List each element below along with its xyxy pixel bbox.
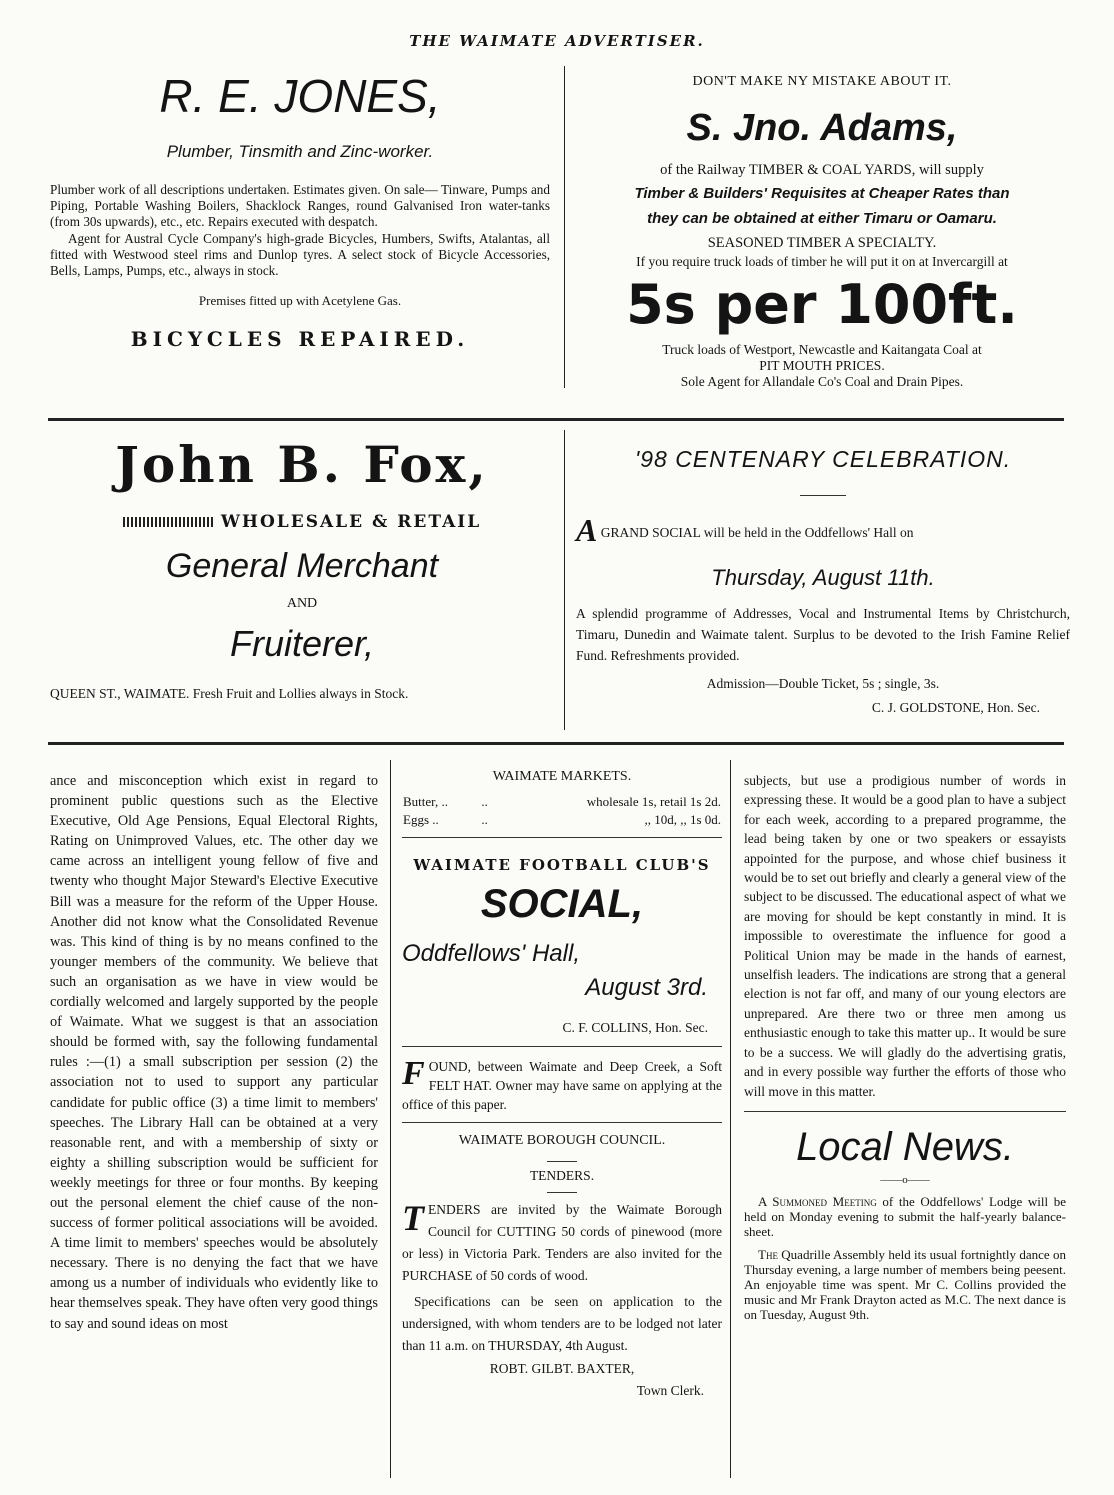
council-dropcap: T xyxy=(402,1198,424,1238)
adams-price: 5s per 100ft. xyxy=(626,273,1018,336)
jones-bicycles-repaired: BICYCLES REPAIRED. xyxy=(130,327,470,352)
found-notice xyxy=(402,1057,722,1114)
markets-item: Butter, .. xyxy=(403,794,448,809)
rule xyxy=(402,837,722,838)
jones-premises: Premises fitted up with Acetylene Gas. xyxy=(198,293,402,309)
markets-detail: wholesale 1s, retail 1s 2d. xyxy=(586,794,721,809)
article-column-1: ance and misconception which exist in regard to prominent public questions such as the Elective Executive, Old Age Pensions, Equal Electoral Rights, Rating on Unimproved Values, etc. The other day we came across an intelligent young fellow of five and twenty who thought Major Steward's Elective Executive Bill was a measure for the reform of the Upper House. Another did not know what the Consolidated Revenue was. This kind of thing is by no means confined to the younger members of the community. We believe that such an organisation as we have in view would be cordially welcomed and largely supported by the people of Waimate. What we suggest is that an association should be formed with, say the following fundamental rules :—(1) a small subscription per session (2) the association not to used to support any particular candidate for public office (3) a time limit to members' speeches. The Library Hall can be obtained at a very reasonable rent, and with a membership of sixty or eighty a shilling subscription would be sufficient for weekly meetings for three or four months. By keeping out the personal element the chief cause of the non-success of former political associations will be avoided. A time limit to members' speeches would be absolutely necessary. There is no denying the fact that we have among us a number of individuals who evidently like to hear themselves speak. They have often very good things to say and sound ideas on most xyxy=(50,773,378,1332)
centenary-intro: GRAND SOCIAL will be held in the Oddfellows' Hall on xyxy=(600,525,914,540)
centenary-secretary: C. J. GOLDSTONE, Hon. Sec. xyxy=(871,700,1040,715)
jones-paragraph-1: Plumber work of all descriptions undertaken. Estimates given. On sale— Tinware, Pumps and Piping, Portable Washing Boilers, Shacklock Ranges, round Galvanised Iron water-tanks (from 30s upwards), etc., etc. Repairs executed with despatch. xyxy=(50,182,550,230)
adams-line-3: they can be obtained at either Timaru or Oamaru. xyxy=(647,210,997,227)
local-item-1-text: of the Oddfellows' Lodge will be held on Monday evening to submit the half-yearly balance-sheet. xyxy=(744,1193,1066,1239)
local-news-item-1 xyxy=(744,1194,1066,1239)
adams-truck: If you require truck loads of timber he will put it on at Invercargill at xyxy=(636,254,1008,269)
column-divider-middle xyxy=(564,430,565,730)
local-item-2-lead: The xyxy=(758,1246,778,1262)
adams-coal: Truck loads of Westport, Newcastle and Kaitangata Coal at xyxy=(662,342,982,357)
centenary-admission: Admission—Double Ticket, 5s ; single, 3s. xyxy=(706,676,940,691)
markets-dots: .. xyxy=(481,812,488,827)
middle-column xyxy=(402,769,722,1399)
rule xyxy=(744,1111,1066,1112)
centenary-date: Thursday, August 11th. xyxy=(711,565,935,590)
jones-trade: Plumber, Tinsmith and Zinc-worker. xyxy=(166,142,434,161)
markets-table xyxy=(402,793,722,829)
council-rule-2 xyxy=(547,1192,577,1193)
column-divider-lower-2 xyxy=(730,760,731,1478)
markets-title: WAIMATE MARKETS. xyxy=(492,769,632,784)
council-spec: Specifications can be seen on application to the undersigned, with whom tenders are to be lodged not later than 11 a.m. on THURSDAY, 4th August. xyxy=(402,1294,722,1353)
markets-detail: ,, 10d, ,, 1s 0d. xyxy=(644,812,721,827)
centenary-advertisement xyxy=(576,446,1070,716)
fox-ornament xyxy=(123,517,213,527)
local-news-divider: ——o—— xyxy=(880,1173,930,1186)
fox-name: John B. Fox, xyxy=(115,435,489,494)
centenary-rule xyxy=(800,495,846,496)
found-text: OUND, between Waimate and Deep Creek, a Soft FELT HAT. Owner may have same on applying at the office of this paper. xyxy=(402,1059,722,1112)
rule xyxy=(402,1122,722,1123)
markets-dots: .. xyxy=(481,794,488,809)
football-club: WAIMATE FOOTBALL CLUB'S xyxy=(413,856,711,874)
football-social: SOCIAL, xyxy=(480,882,644,926)
council-role: Town Clerk. xyxy=(636,1383,704,1398)
adams-line-2: Timber & Builders' Requisites at Cheaper Rates than xyxy=(634,185,1010,202)
local-item-1-lead: A Summoned Meeting xyxy=(758,1193,877,1209)
centenary-body: A splendid programme of Addresses, Vocal and Instrumental Items by Christchurch, Timaru, Dunedin and Waimate talent. Surplus to be devoted to the Irish Famine Relief Fund. Refreshments provided. xyxy=(576,606,1070,663)
fox-general-merchant: General Merchant xyxy=(165,547,439,585)
adams-pit-mouth: PIT MOUTH PRICES. xyxy=(759,358,885,373)
football-date: August 3rd. xyxy=(585,974,708,1001)
rule xyxy=(402,1046,722,1047)
masthead: THE WAIMATE ADVERTISER. xyxy=(409,32,705,50)
council-rule xyxy=(547,1161,577,1162)
markets-item: Eggs .. xyxy=(403,812,439,827)
jones-paragraph-2: Agent for Austral Cycle Company's high-grade Bicycles, Humbers, Swifts, Atalantas, all fitted with Westwood steel rims and Dunlop tyres. A select stock of Bicycle Accessories, Bells, Lamps, Pumps, etc., always in stock. xyxy=(50,230,550,279)
jones-body xyxy=(50,182,550,279)
fox-and: AND xyxy=(286,596,318,611)
fox-wholesale: WHOLESALE & RETAIL xyxy=(220,512,482,532)
adams-agent: Sole Agent for Allandale Co's Coal and Drain Pipes. xyxy=(680,374,964,389)
football-secretary: C. F. COLLINS, Hon. Sec. xyxy=(562,1020,708,1035)
football-hall: Oddfellows' Hall, xyxy=(402,940,580,967)
council-subtitle: TENDERS. xyxy=(529,1168,595,1183)
fox-advertisement xyxy=(50,432,554,702)
right-column xyxy=(744,771,1066,1322)
adams-name: S. Jno. Adams, xyxy=(686,107,958,149)
section-rule-1 xyxy=(48,418,1064,421)
article-column-3: subjects, but use a prodigious number of words in expressing these. It would be a good plan to have a subject for each week, according to a prepared programme, the lead being taken by one or two speakers or essayists appointed for the purpose, and whose chief business it would be to set out briefly and clearly a general view of the subject to be discussed. The educational aspect of what we are moving for should be kept constantly in mind. It is impossible to overestimate the influence for good a Political Union may be made in the hands of earnest, unselfish leaders. The indications are strong that a general election is not far off, and many of our young electors are unprepared. Are there two or three men among us enthusiastic enough to take this matter up.. It would be sure to be a success. We will gladly do the advertising gratis, and in every possible way further the efforts of those who will move in this matter. xyxy=(744,773,1066,1099)
fox-address: QUEEN ST., WAIMATE. Fresh Fruit and Lollies always in Stock. xyxy=(50,686,409,701)
adams-advertisement xyxy=(574,74,1070,390)
section-rule-2 xyxy=(48,742,1064,745)
local-news-title: Local News. xyxy=(796,1124,1014,1169)
council-text: ENDERS are invited by the Waimate Borough Council for CUTTING 50 cords of pinewood (more or less) in Victoria Park. Tenders are also invited for the PURCHASE of 50 cords of wood. xyxy=(402,1202,722,1283)
centenary-dropcap: A xyxy=(576,512,598,548)
fox-fruiterer: Fruiterer, xyxy=(229,623,375,664)
local-news-item-2 xyxy=(744,1247,1066,1322)
column-divider-lower-1 xyxy=(390,760,391,1478)
local-item-2-text: Quadrille Assembly held its usual fortnightly dance on Thursday evening, a large number of members being peesent. An enjoyable time was spent. Mr C. Collins provided the music and Mr Frank Drayton acted as M.C. The next dance is on Tuesday, August 9th. xyxy=(744,1246,1067,1322)
council-tenders xyxy=(402,1199,722,1287)
jones-advertisement xyxy=(50,68,550,351)
council-signer: ROBT. GILBT. BAXTER, xyxy=(489,1361,635,1376)
column-divider-top xyxy=(564,66,565,388)
markets-row xyxy=(402,793,722,811)
jones-name: R. E. JONES, xyxy=(159,70,441,122)
markets-row xyxy=(402,811,722,829)
centenary-intro-row xyxy=(576,512,1070,549)
council-title: WAIMATE BOROUGH COUNCIL. xyxy=(458,1133,666,1148)
centenary-title: '98 CENTENARY CELEBRATION. xyxy=(634,446,1012,472)
fox-wholesale-row xyxy=(50,512,554,532)
found-dropcap: F xyxy=(402,1055,425,1092)
adams-tagline: DON'T MAKE NY MISTAKE ABOUT IT. xyxy=(692,74,952,89)
adams-seasoned: SEASONED TIMBER A SPECIALTY. xyxy=(707,235,937,251)
adams-line-1: of the Railway TIMBER & COAL YARDS, will supply xyxy=(660,162,984,178)
